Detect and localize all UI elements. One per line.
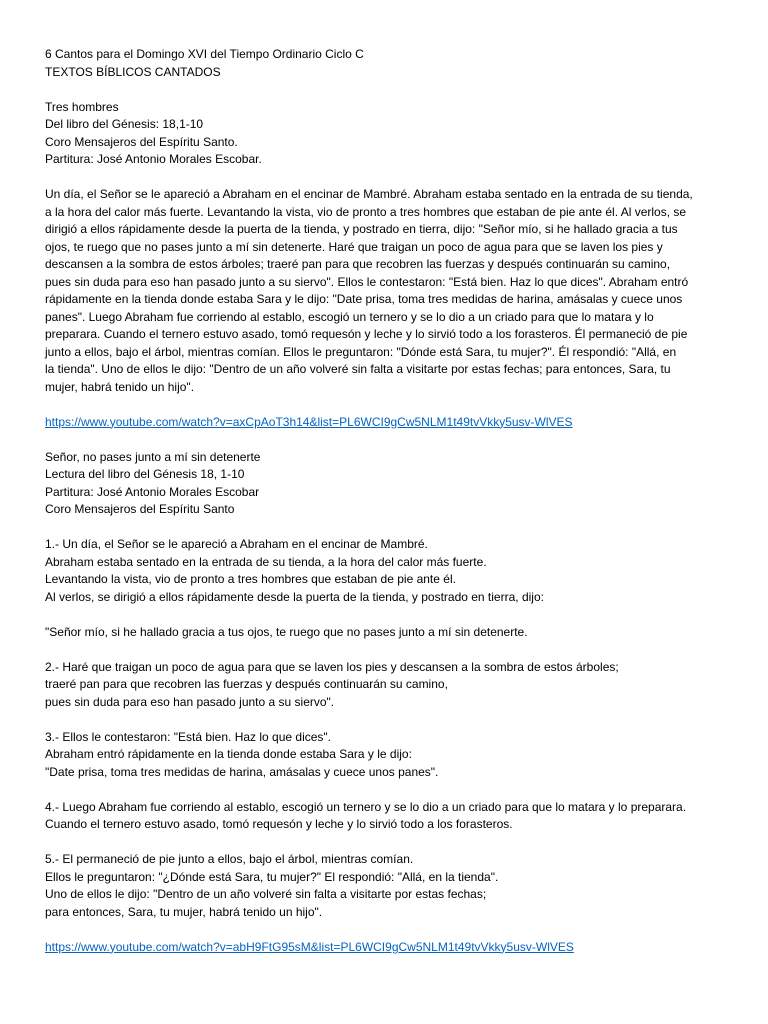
- song2-choir: Coro Mensajeros del Espíritu Santo: [45, 502, 235, 516]
- song1-youtube-link[interactable]: https://www.youtube.com/watch?v=axCpAoT3h14&list=PL6WCI9gCw5NLM1t49tvVkky5usv-WlVES: [45, 414, 573, 429]
- song2-link-row: [45, 939, 768, 957]
- song2-verse-1: [45, 536, 768, 606]
- song2-title: Señor, no pases junto a mí sin detenerte: [45, 449, 261, 464]
- song2-verse-3: [45, 729, 768, 782]
- verse-line: 5.- El permaneció de pie junto a ellos, bajo el árbol, mientras comían.: [45, 852, 414, 866]
- song2-verse-4: [45, 799, 768, 834]
- verse-line: Uno de ellos le dijo: "Dentro de un año volveré sin falta a visitarte por estas fechas;: [45, 887, 487, 901]
- verse-line: Abraham entró rápidamente en la tienda donde estaba Sara y le dijo:: [45, 747, 412, 761]
- song1-title: Tres hombres: [45, 99, 119, 114]
- verse-line: Levantando la vista, vio de pronto a tres hombres que estaban de pie ante él.: [45, 572, 456, 586]
- verse-line: "Date prisa, toma tres medidas de harina, amásalas y cuece unos panes".: [45, 764, 439, 779]
- song2-refrain: [45, 624, 768, 642]
- text-line: Un día, el Señor se le apareció a Abraham en el encinar de Mambré. Abraham estaba sentado en la entrada de su tienda,: [45, 187, 693, 201]
- verse-line: Ellos le preguntaron: "¿Dónde está Sara, tu mujer?" El respondió: "Allá, en la tienda".: [45, 869, 499, 884]
- verse-line: Al verlos, se dirigió a ellos rápidamente desde la puerta de la tienda, y postrado en tierra, dijo:: [45, 589, 544, 604]
- song1-body: [45, 186, 768, 396]
- text-line: junto a ellos, bajo el árbol, mientras comían. Ellos le preguntaron: "Dónde está Sara, tu mujer?". Él respondió: "Allá, en: [45, 344, 677, 359]
- text-line: pues sin duda para eso han pasado junto a su siervo". Ellos le contestaron: "Está bien. Haz lo que dices". Abraham entró: [45, 274, 689, 289]
- verse-line: 3.- Ellos le contestaron: "Está bien. Haz lo que dices".: [45, 729, 332, 744]
- verse-line: Cuando el ternero estuvo asado, tomó requesón y leche y lo sirvió todo a los forasteros.: [45, 817, 513, 831]
- verse-line: 2.- Haré que traigan un poco de agua para que se laven los pies y descansen a la sombra de estos árboles;: [45, 659, 619, 674]
- song2-meta: [45, 449, 768, 519]
- verse-line: Abraham estaba sentado en la entrada de su tienda, a la hora del calor más fuerte.: [45, 554, 487, 569]
- song1-source: Del libro del Génesis: 18,1-10: [45, 117, 204, 131]
- refrain-line: "Señor mío, si he hallado gracia a tus ojos, te ruego que no pases junto a mí sin detenerte.: [45, 624, 528, 639]
- song1-link-row: [45, 414, 768, 432]
- text-line: dirigió a ellos rápidamente desde la puerta de la tienda, y postrado en tierra, dijo: "Señor mío, si he hallado gracia a tus: [45, 222, 678, 236]
- document-title: 6 Cantos para el Domingo XVI del Tiempo Ordinario Ciclo C: [45, 47, 364, 61]
- text-line: descansen a la sombra de estos árboles; traeré pan para que recobren las fuerzas y después continuarán su camino,: [45, 257, 671, 271]
- document-subtitle: TEXTOS BÍBLICOS CANTADOS: [45, 64, 221, 79]
- text-line: preparara. Cuando el ternero estuvo asado, tomó requesón y leche y lo sirvió todo a los forasteros. Él permaneció de pie: [45, 327, 688, 341]
- song2-verse-2: [45, 659, 768, 712]
- song2-youtube-link[interactable]: https://www.youtube.com/watch?v=abH9FtG95sM&list=PL6WCI9gCw5NLM1t49tvVkky5usv-WlVES: [45, 939, 574, 954]
- document-header: [45, 46, 768, 81]
- song1-meta: [45, 99, 768, 169]
- song1-choir: Coro Mensajeros del Espíritu Santo.: [45, 134, 238, 149]
- verse-line: 1.- Un día, el Señor se le apareció a Abraham en el encinar de Mambré.: [45, 537, 428, 551]
- verse-line: traeré pan para que recobren las fuerzas y después continuarán su camino,: [45, 677, 448, 691]
- text-line: panes". Luego Abraham fue corriendo al establo, escogió un ternero y se lo dio a un criado para que lo matara y lo: [45, 309, 654, 324]
- text-line: a la hora del calor más fuerte. Levantando la vista, vio de pronto a tres hombres que estaban de pie ante él. Al verlos, se: [45, 204, 687, 219]
- song1-score: Partitura: José Antonio Morales Escobar.: [45, 152, 262, 166]
- text-line: mujer, habrá tenido un hijo".: [45, 379, 195, 394]
- verse-line: 4.- Luego Abraham fue corriendo al establo, escogió un ternero y se lo dio a un criado para que lo matara y lo preparara.: [45, 799, 687, 814]
- song2-score: Partitura: José Antonio Morales Escobar: [45, 484, 260, 499]
- text-line: la tienda". Uno de ellos le dijo: "Dentro de un año volveré sin falta a visitarte por estas fechas; para entonces, Sara, tu: [45, 362, 671, 376]
- verse-line: pues sin duda para eso han pasado junto a su siervo".: [45, 694, 335, 709]
- text-line: rápidamente en la tienda donde estaba Sara y le dijo: "Date prisa, toma tres medidas de harina, amásalas y cuece unos: [45, 292, 683, 306]
- song2-source: Lectura del libro del Génesis 18, 1-10: [45, 467, 245, 481]
- text-line: ojos, te ruego que no pases junto a mí sin detenerte. Haré que traigan un poco de agua para que se laven los pies y: [45, 239, 663, 254]
- verse-line: para entonces, Sara, tu mujer, habrá tenido un hijo".: [45, 904, 323, 919]
- song2-verse-5: [45, 851, 768, 921]
